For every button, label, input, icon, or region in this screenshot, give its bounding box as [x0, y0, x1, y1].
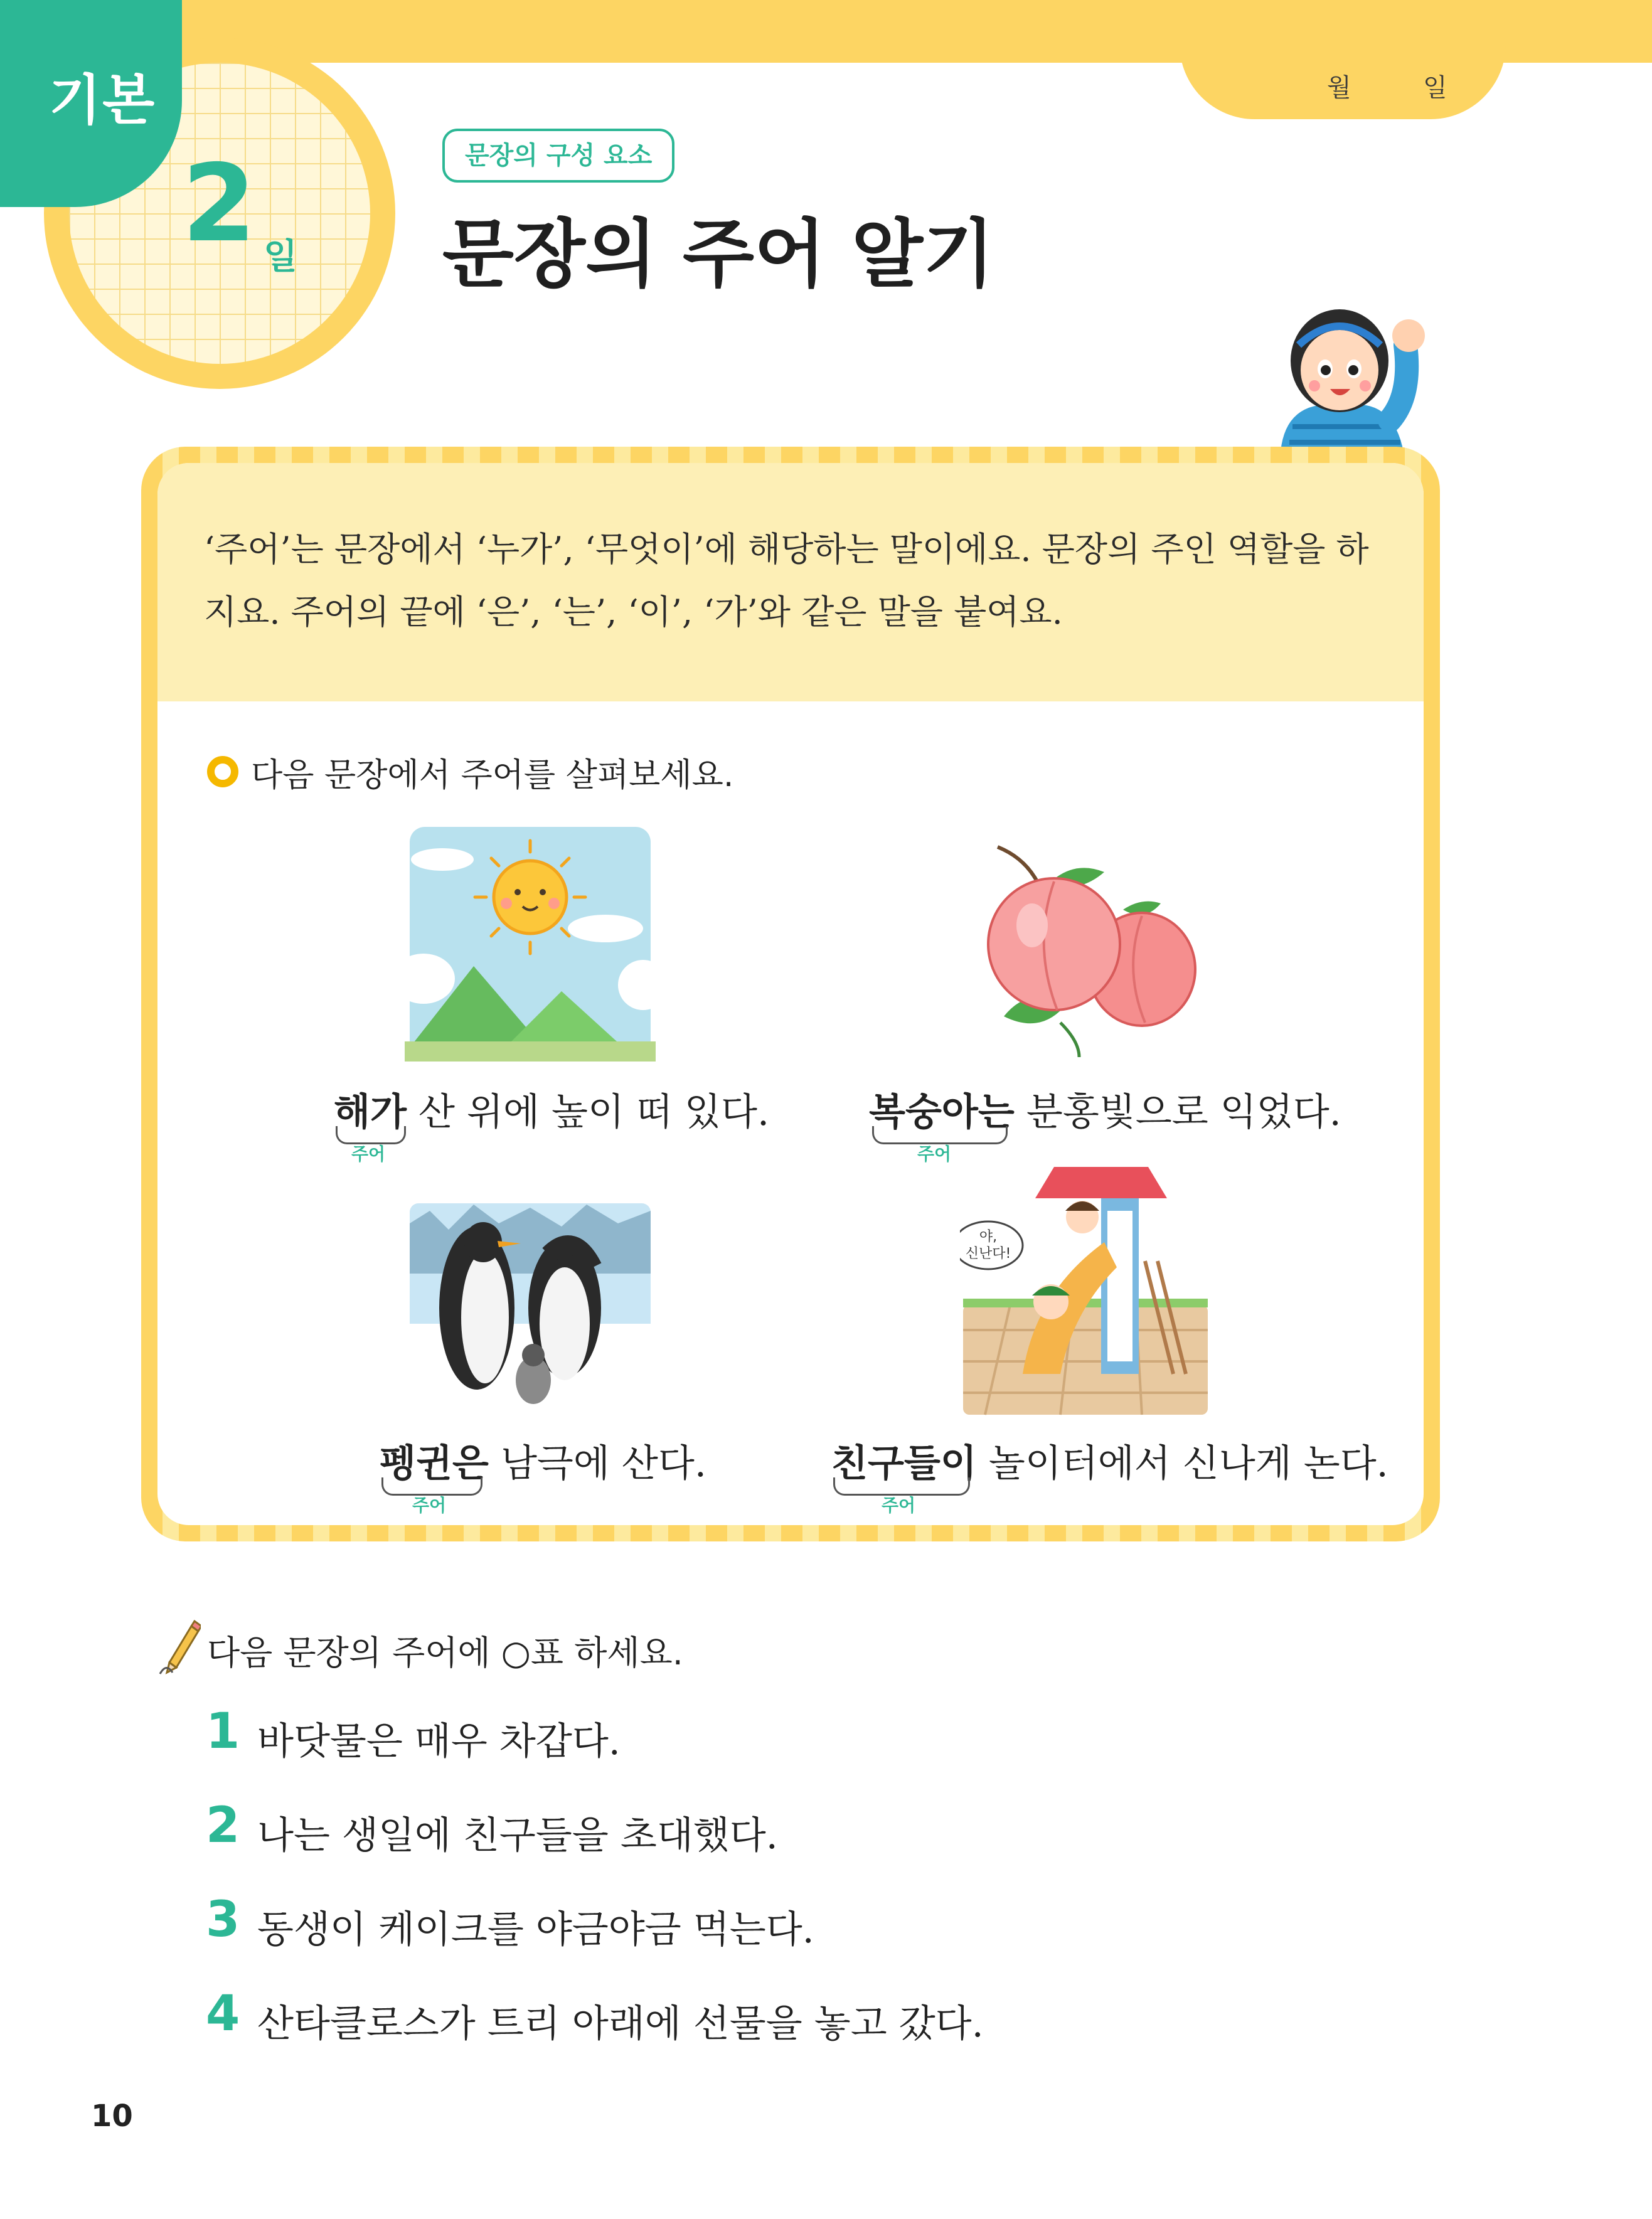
sun-mountains-picture [405, 822, 656, 1067]
pencil-icon [157, 1619, 201, 1675]
penguins-picture [405, 1198, 656, 1418]
day-number: 2 [182, 142, 257, 266]
question-number: 4 [206, 1986, 240, 2042]
subject-tag: 주어 [351, 1144, 386, 1164]
month-label: 월 [1327, 73, 1351, 102]
page-number: 10 [91, 2099, 133, 2134]
subject-tag: 주어 [412, 1495, 447, 1516]
svg-text:야,: 야, [979, 1229, 998, 1245]
exercise-instruction: 다음 문장의 주어에 ○표 하세요. [207, 1633, 683, 1673]
explanation-panel [157, 463, 1424, 701]
example-sentence-3: 펭귄은 남극에 산다. [380, 1442, 706, 1486]
level-badge-label: 기본 [49, 69, 156, 132]
svg-text:신난다!: 신난다! [965, 1246, 1011, 1262]
bullet-circle-icon [207, 756, 238, 787]
example-instruction: 다음 문장에서 주어를 살펴보세요. [251, 757, 734, 794]
day-label: 일 [1423, 73, 1447, 102]
question-number: 1 [206, 1703, 240, 1760]
girl-character-icon [1255, 301, 1443, 464]
topic-pill: 문장의 구성 요소 [442, 129, 674, 183]
question-text[interactable]: 산타클로스가 트리 아래에 선물을 놓고 갔다. [257, 2002, 984, 2046]
subject-word: 복숭아는 [869, 1090, 1015, 1134]
question-text[interactable]: 바닷물은 매우 차갑다. [257, 1720, 621, 1764]
subject-word: 해가 [334, 1090, 407, 1134]
question-number: 3 [206, 1892, 240, 1948]
peaches-picture [973, 834, 1198, 1060]
explanation-line-2: 지요. 주어의 끝에 ‘은’, ‘는’, ‘이’, ‘가’와 같은 말을 붙여요. [204, 592, 1063, 632]
question-number: 2 [206, 1797, 240, 1854]
subject-tag: 주어 [882, 1495, 916, 1516]
example-sentence-1: 해가 산 위에 높이 떠 있다. [334, 1090, 770, 1134]
question-text[interactable]: 나는 생일에 친구들을 초대했다. [257, 1814, 778, 1858]
page-title: 문장의 주어 알기 [442, 211, 995, 297]
day-suffix: 일 [264, 237, 298, 277]
example-sentence-2: 복숭아는 분홍빛으로 익었다. [869, 1090, 1341, 1134]
question-text[interactable]: 동생이 케이크를 야금야금 먹는다. [257, 1908, 814, 1952]
playground-picture [960, 1167, 1211, 1418]
subject-word: 친구들이 [831, 1442, 977, 1486]
example-sentence-4: 친구들이 놀이터에서 신나게 논다. [831, 1442, 1388, 1486]
subject-word: 펭귄은 [380, 1442, 489, 1486]
explanation-line-1: ‘주어’는 문장에서 ‘누가’, ‘무엇이’에 해당하는 말이에요. 문장의 주인 역할을 하 [204, 529, 1369, 569]
subject-tag: 주어 [917, 1144, 952, 1164]
